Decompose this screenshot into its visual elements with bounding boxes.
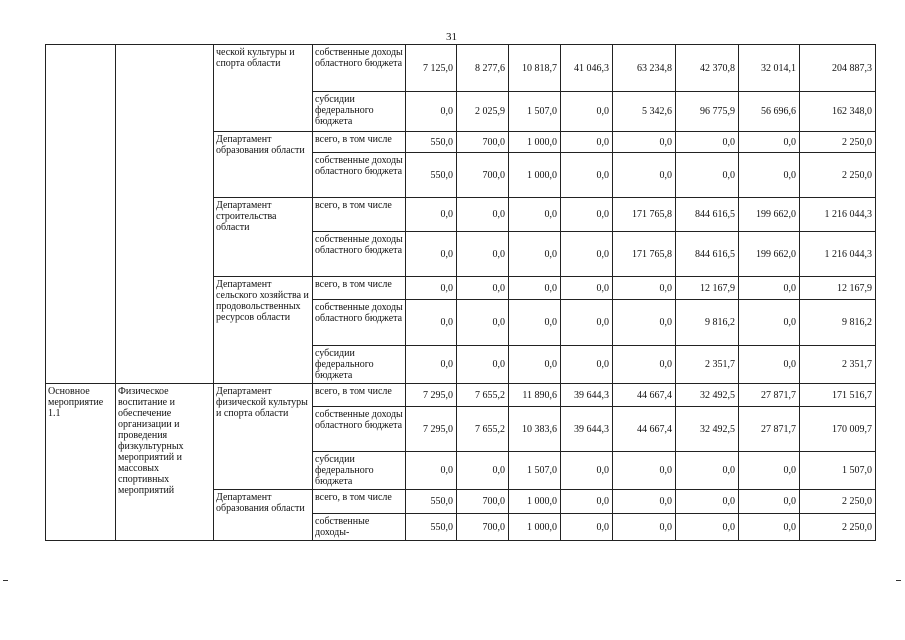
value-cell: 162 348,0 [800,92,876,132]
value-cell: 0,0 [561,300,613,346]
value-cell: 1 216 044,3 [800,198,876,232]
value-cell: 1 000,0 [509,514,561,541]
executor-cell: Департамент сельского хозяйства и продовольственных ресурсов области [214,277,313,384]
value-cell: 1 507,0 [509,92,561,132]
value-cell: 1 507,0 [509,452,561,490]
value-cell: 1 216 044,3 [800,232,876,277]
value-cell: 0,0 [676,514,739,541]
value-cell: 39 644,3 [561,384,613,407]
value-cell: 0,0 [509,300,561,346]
executor-cell: Департамент образования области [214,490,313,541]
budget-table [45,44,876,541]
value-cell: 0,0 [509,232,561,277]
funding-source-cell: собственные доходы областного бюджета [313,153,406,198]
funding-source-cell: субсидии федерального бюджета [313,92,406,132]
value-cell: 0,0 [613,490,676,514]
value-cell: 204 887,3 [800,45,876,92]
value-cell: 0,0 [739,514,800,541]
value-cell: 10 383,6 [509,407,561,452]
value-cell: 0,0 [739,153,800,198]
value-cell: 7 295,0 [406,407,457,452]
value-cell: 0,0 [561,346,613,384]
funding-source-cell: всего, в том числе [313,384,406,407]
value-cell: 9 816,2 [676,300,739,346]
value-cell: 171 516,7 [800,384,876,407]
value-cell: 0,0 [739,490,800,514]
value-cell: 5 342,6 [613,92,676,132]
funding-source-cell: всего, в том числе [313,132,406,153]
value-cell: 63 234,8 [613,45,676,92]
value-cell: 2 025,9 [457,92,509,132]
value-cell: 171 765,8 [613,232,676,277]
funding-source-cell: всего, в том числе [313,490,406,514]
funding-source-cell: собственные доходы областного бюджета [313,300,406,346]
value-cell: 2 250,0 [800,153,876,198]
value-cell: 12 167,9 [676,277,739,300]
value-cell: 27 871,7 [739,407,800,452]
measure-title-cell: Физическое воспитание и обеспечение организации и проведения физкультурных мероприятий и массовых спортивных мероприятий [116,384,214,541]
value-cell: 844 616,5 [676,198,739,232]
value-cell: 41 046,3 [561,45,613,92]
value-cell: 0,0 [613,514,676,541]
value-cell: 32 492,5 [676,407,739,452]
value-cell: 0,0 [561,514,613,541]
executor-cell: ческой культуры и спорта области [214,45,313,132]
value-cell: 2 351,7 [800,346,876,384]
value-cell: 0,0 [676,490,739,514]
value-cell: 0,0 [613,153,676,198]
value-cell: 39 644,3 [561,407,613,452]
value-cell: 0,0 [406,452,457,490]
value-cell: 56 696,6 [739,92,800,132]
value-cell: 0,0 [561,198,613,232]
scan-artifact [896,580,901,581]
value-cell: 12 167,9 [800,277,876,300]
value-cell: 0,0 [613,277,676,300]
value-cell: 9 816,2 [800,300,876,346]
value-cell: 199 662,0 [739,232,800,277]
value-cell: 44 667,4 [613,407,676,452]
measure-code-cell-empty [46,45,116,384]
value-cell: 550,0 [406,490,457,514]
value-cell: 1 507,0 [800,452,876,490]
measure-code-cell: Основное мероприятие 1.1 [46,384,116,541]
value-cell: 844 616,5 [676,232,739,277]
value-cell: 0,0 [613,346,676,384]
value-cell: 550,0 [406,514,457,541]
value-cell: 0,0 [676,153,739,198]
funding-source-cell: собственные доходы- [313,514,406,541]
value-cell: 700,0 [457,514,509,541]
value-cell: 0,0 [509,198,561,232]
value-cell: 0,0 [561,490,613,514]
value-cell: 32 492,5 [676,384,739,407]
value-cell: 171 765,8 [613,198,676,232]
value-cell: 0,0 [739,277,800,300]
value-cell: 0,0 [406,346,457,384]
value-cell: 0,0 [457,452,509,490]
value-cell: 0,0 [406,232,457,277]
scan-artifact [3,580,8,581]
funding-source-cell: собственные доходы областного бюджета [313,45,406,92]
value-cell: 0,0 [739,452,800,490]
value-cell: 0,0 [613,300,676,346]
value-cell: 7 655,2 [457,384,509,407]
value-cell: 32 014,1 [739,45,800,92]
value-cell: 170 009,7 [800,407,876,452]
value-cell: 0,0 [509,277,561,300]
value-cell: 0,0 [561,132,613,153]
value-cell: 0,0 [509,346,561,384]
table-row [46,384,876,407]
value-cell: 2 250,0 [800,132,876,153]
value-cell: 42 370,8 [676,45,739,92]
value-cell: 1 000,0 [509,490,561,514]
value-cell: 550,0 [406,153,457,198]
value-cell: 0,0 [457,346,509,384]
value-cell: 0,0 [457,277,509,300]
value-cell: 0,0 [613,132,676,153]
value-cell: 700,0 [457,153,509,198]
table-body [46,45,876,541]
value-cell: 0,0 [561,277,613,300]
value-cell: 2 250,0 [800,514,876,541]
value-cell: 700,0 [457,132,509,153]
value-cell: 0,0 [561,153,613,198]
value-cell: 0,0 [613,452,676,490]
value-cell: 0,0 [676,452,739,490]
value-cell: 0,0 [561,452,613,490]
executor-cell: Департамент образования области [214,132,313,198]
value-cell: 0,0 [739,132,800,153]
value-cell: 0,0 [739,346,800,384]
value-cell: 27 871,7 [739,384,800,407]
value-cell: 11 890,6 [509,384,561,407]
funding-source-cell: всего, в том числе [313,277,406,300]
value-cell: 700,0 [457,490,509,514]
value-cell: 0,0 [457,198,509,232]
value-cell: 7 295,0 [406,384,457,407]
value-cell: 0,0 [561,92,613,132]
funding-source-cell: собственные доходы областного бюджета [313,232,406,277]
value-cell: 7 655,2 [457,407,509,452]
value-cell: 0,0 [457,232,509,277]
executor-cell: Департамент физической культуры и спорта области [214,384,313,490]
value-cell: 550,0 [406,132,457,153]
funding-source-cell: субсидии федерального бюджета [313,452,406,490]
value-cell: 0,0 [739,300,800,346]
value-cell: 7 125,0 [406,45,457,92]
value-cell: 0,0 [561,232,613,277]
value-cell: 2 351,7 [676,346,739,384]
value-cell: 0,0 [457,300,509,346]
value-cell: 0,0 [676,132,739,153]
executor-cell: Департамент строительства области [214,198,313,277]
value-cell: 44 667,4 [613,384,676,407]
measure-title-cell-empty [116,45,214,384]
funding-source-cell: субсидии федерального бюджета [313,346,406,384]
value-cell: 1 000,0 [509,153,561,198]
funding-source-cell: собственные доходы областного бюджета [313,407,406,452]
table-row [46,45,876,92]
value-cell: 0,0 [406,198,457,232]
value-cell: 96 775,9 [676,92,739,132]
value-cell: 2 250,0 [800,490,876,514]
value-cell: 0,0 [406,92,457,132]
page-number: 31 [446,31,457,43]
value-cell: 10 818,7 [509,45,561,92]
value-cell: 0,0 [406,277,457,300]
value-cell: 1 000,0 [509,132,561,153]
value-cell: 0,0 [406,300,457,346]
funding-source-cell: всего, в том числе [313,198,406,232]
value-cell: 199 662,0 [739,198,800,232]
value-cell: 8 277,6 [457,45,509,92]
